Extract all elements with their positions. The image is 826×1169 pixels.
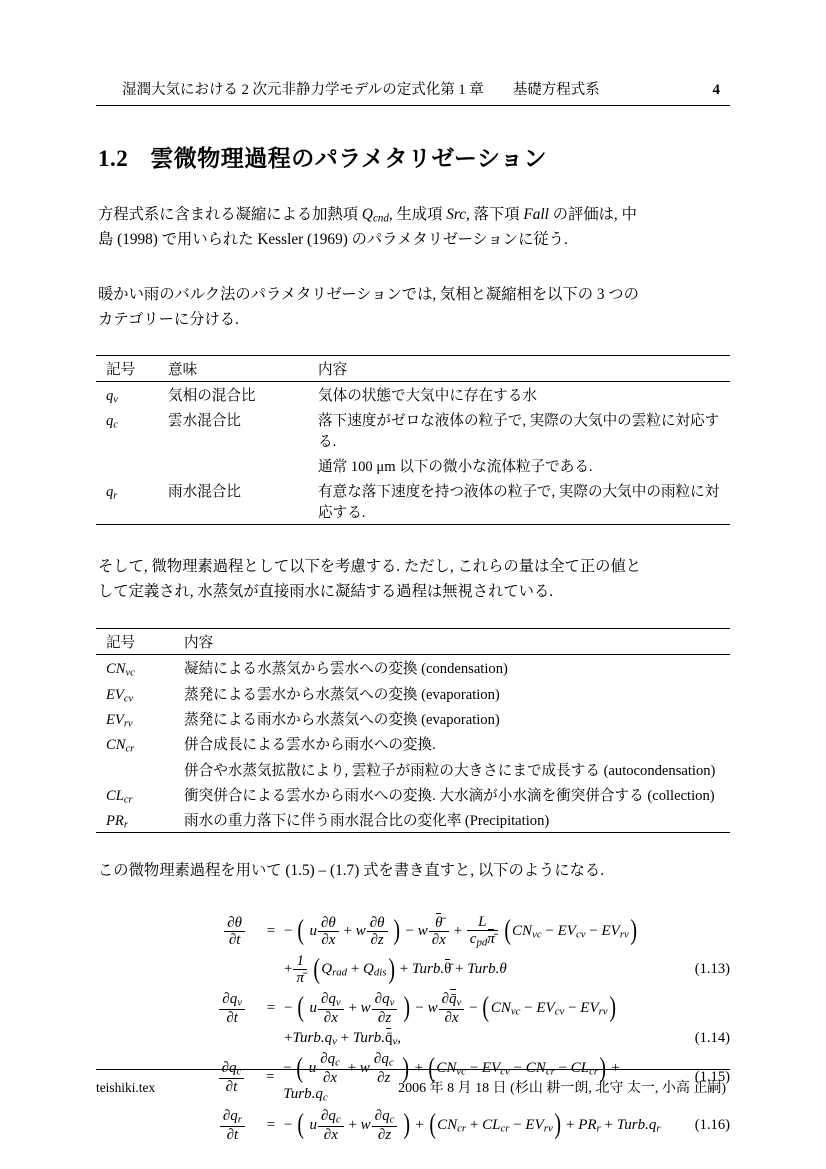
paragraph-4 (98, 859, 730, 884)
cell-empty (168, 453, 318, 478)
symbol-fall: Fall (523, 206, 549, 223)
cell-meaning: 気相の混合比 (168, 381, 318, 407)
lhs-dqv-dt: $\frac{\partial q_v}{\partial t}$ (96, 991, 258, 1026)
lhs-dqr-dt: $\frac{\partial q_r}{\partial t}$ (96, 1108, 258, 1143)
equation-tag-115: (1.15) (694, 1069, 731, 1086)
rhs-theta-cont: + $\frac{1}{\pī}$ $(Q_{rad} + Q_{dis})$ + Turb.θ̄ + Turb.θ (284, 953, 507, 987)
table-row (96, 407, 730, 453)
table-row (96, 381, 730, 407)
cell-symbol: $CN_{cr}$ (106, 737, 135, 755)
section-number: 1.2 (98, 146, 129, 171)
symbol-qcnd: $Q_{cnd}$ (361, 206, 389, 225)
equation-tag-116: (1.16) (694, 1116, 730, 1133)
table-row-continued (96, 453, 730, 478)
lhs-dqc-dt: $\frac{\partial q_c}{\partial t}$ (96, 1060, 257, 1095)
th-description: 内容 (184, 629, 730, 655)
cell-description: 併合成長による雲水から雨水への変換. (184, 737, 436, 754)
cell-symbol: $EV_{cv}$ (106, 686, 134, 705)
table-row (96, 706, 730, 731)
table-header-row (96, 355, 730, 381)
footer-info: 2006 年 8 月 18 日 (杉山 耕一朗, 北守 太一, 小高 正嗣) (398, 1081, 726, 1096)
table-row (96, 782, 730, 807)
footer-filename: teishiki.tex (96, 1080, 156, 1095)
cell-symbol: $CN_{vc}$ (96, 655, 184, 681)
table-row (96, 807, 730, 833)
cell-description: 蒸発による雲水から水蒸気への変換 (evaporation) (184, 686, 500, 703)
page-number: 4 (712, 82, 720, 98)
p4-line1: この微物理素過程を用いて (1.5) – (1.7) 式を書き直すと, 以下のようになる. (98, 862, 605, 880)
table-row (96, 731, 730, 756)
equation-qv-line1 (96, 991, 730, 1026)
equals-sign: = (266, 923, 276, 940)
rhs-qc: − ( u $\frac{\partial q_c}{\partial x}$ + w $\frac{\partial q_c}{\partial z}$ ) + $(CN_{vc} - EV_{cv} - CN_{cr} - CL_{cr})$ + $Turb.q_c$ (283, 1051, 620, 1104)
rhs-qr: − ( u $\frac{\partial q_c}{\partial x}$ + w $\frac{\partial q_c}{\partial z}$ ) + $(CN_{cr} + CL_{cr} - EV_{rv}) + PR_r$ + $Turb.q_r$ (284, 1107, 661, 1143)
p3-line1: そして, 微物理素過程として以下を考慮する. ただし, これらの量は全て正の値と (98, 557, 642, 575)
page-footer (96, 1069, 730, 1097)
equals-sign: = (266, 999, 276, 1016)
cell-symbol: $PR_r$ (96, 807, 184, 833)
table-header-row (96, 629, 730, 655)
paragraph-1 (98, 203, 730, 253)
cell-empty (96, 757, 184, 782)
table-row (96, 681, 730, 706)
cell-symbol: $CL_{cr}$ (106, 787, 133, 805)
p1-text-c: , 落下項 (466, 206, 524, 223)
cell-meaning: 雲水混合比 (168, 412, 241, 429)
p1-line2: 島 (1998) で用いられた Kessler (1969) のパラメタリゼーションに従う. (98, 231, 568, 249)
p2-line2: カテゴリーに分ける. (98, 310, 239, 328)
microphysics-process-table (96, 628, 730, 833)
cell-description-continued: 通常 100 μm 以下の微小な流体粒子である. (318, 458, 593, 475)
cell-symbol: $q_r$ (96, 478, 168, 525)
cell-description: 気体の状態で大気中に存在する水 (318, 381, 730, 407)
equation-qv-line2 (96, 1030, 730, 1047)
equation-qr (96, 1108, 730, 1143)
th-symbol: 記号 (96, 629, 184, 655)
cell-symbol: $q_c$ (106, 412, 118, 431)
cell-meaning: 雨水混合比 (168, 478, 318, 525)
th-meaning: 意味 (168, 355, 318, 381)
cell-description: 蒸発による雨水から水蒸気への変換 (evaporation) (184, 712, 500, 729)
equation-tag-114: (1.14) (694, 1030, 730, 1047)
table-row-continued (96, 757, 730, 782)
cell-description: 雨水の重力落下に伴う雨水混合比の変化率 (Precipitation) (184, 807, 730, 833)
p1-text-a: 方程式系に含まれる凝縮による加熱項 (98, 206, 362, 223)
p2-line1: 暖かい雨のバルク法のパラメタリゼーションでは, 気相と凝縮相を以下の 3 つの (98, 286, 639, 304)
equation-theta-line1 (96, 914, 730, 949)
equation-theta-line2 (96, 953, 730, 986)
rhs-qv: − ( u $\frac{\partial q_v}{\partial x}$ + w $\frac{\partial q_v}{\partial z}$ ) − w $\frac{\partial q̄_v}{\partial x}$ − $(CN_{vc} - EV_{cv} - EV_{rv})$ (284, 990, 616, 1026)
category-table (96, 355, 730, 525)
cell-symbol: $EV_{rv}$ (106, 712, 133, 730)
p1-text-d: の評価は, 中 (548, 206, 637, 223)
cell-description-continued: 併合や水蒸気拡散により, 雲粒子が雨粒の大きさにまで成長する (autocondensation) (184, 762, 716, 779)
cell-description: 衝突併合による雲水から雨水への変換. 大水滴が小水滴を衝突併合する (collection) (184, 787, 715, 804)
cell-empty (96, 453, 168, 478)
symbol-src: Src (446, 206, 467, 223)
cell-symbol: $q_v$ (96, 381, 168, 407)
cell-description: 落下速度がゼロな液体の粒子で, 実際の大気中の雲粒に対応する. (318, 412, 720, 450)
equals-sign: = (266, 1116, 276, 1133)
p1-text-b: , 生成項 (388, 206, 447, 223)
th-description: 内容 (318, 355, 730, 381)
p3-line2: して定義され, 水蒸気が直接雨水に凝結する過程は無視されている. (98, 582, 554, 600)
paragraph-3 (98, 555, 730, 605)
equation-block (96, 914, 730, 1143)
th-symbol: 記号 (96, 355, 168, 381)
running-title: 湿潤大気における 2 次元非静力学モデルの定式化第 1 章 基礎方程式系 (122, 82, 600, 98)
table-row (96, 478, 730, 525)
cell-description: 凝結による水蒸気から雲水への変換 (condensation) (184, 655, 730, 681)
lhs-dtheta-dt: $\frac{\partial\theta}{\partial t}$ (96, 915, 258, 948)
equals-sign: = (266, 1069, 275, 1086)
running-header (96, 78, 730, 106)
cell-description: 有意な落下速度を持つ液体の粒子で, 実際の大気中の雨粒に対応する. (318, 478, 730, 525)
rhs-theta: − ( u $\frac{\partial\theta}{\partial x}$ + w $\frac{\partial\theta}{\partial z}$ ) − w $\frac{\thetā}{\partial x}$ + $\frac{L}{c_{pd}\pī}$ $(CN_{vc} - EV_{cv} - EV_{rv})$ (284, 914, 637, 949)
section-title: 雲微物理過程のパラメタリゼーション (150, 146, 547, 171)
section-heading (98, 140, 730, 173)
paragraph-2 (98, 283, 730, 333)
table-row (96, 655, 730, 681)
equation-tag-113: (1.13) (694, 961, 730, 978)
rhs-qv-cont: $+Turb.q_v$ + $Turb.q̄_v$, (284, 1029, 401, 1048)
